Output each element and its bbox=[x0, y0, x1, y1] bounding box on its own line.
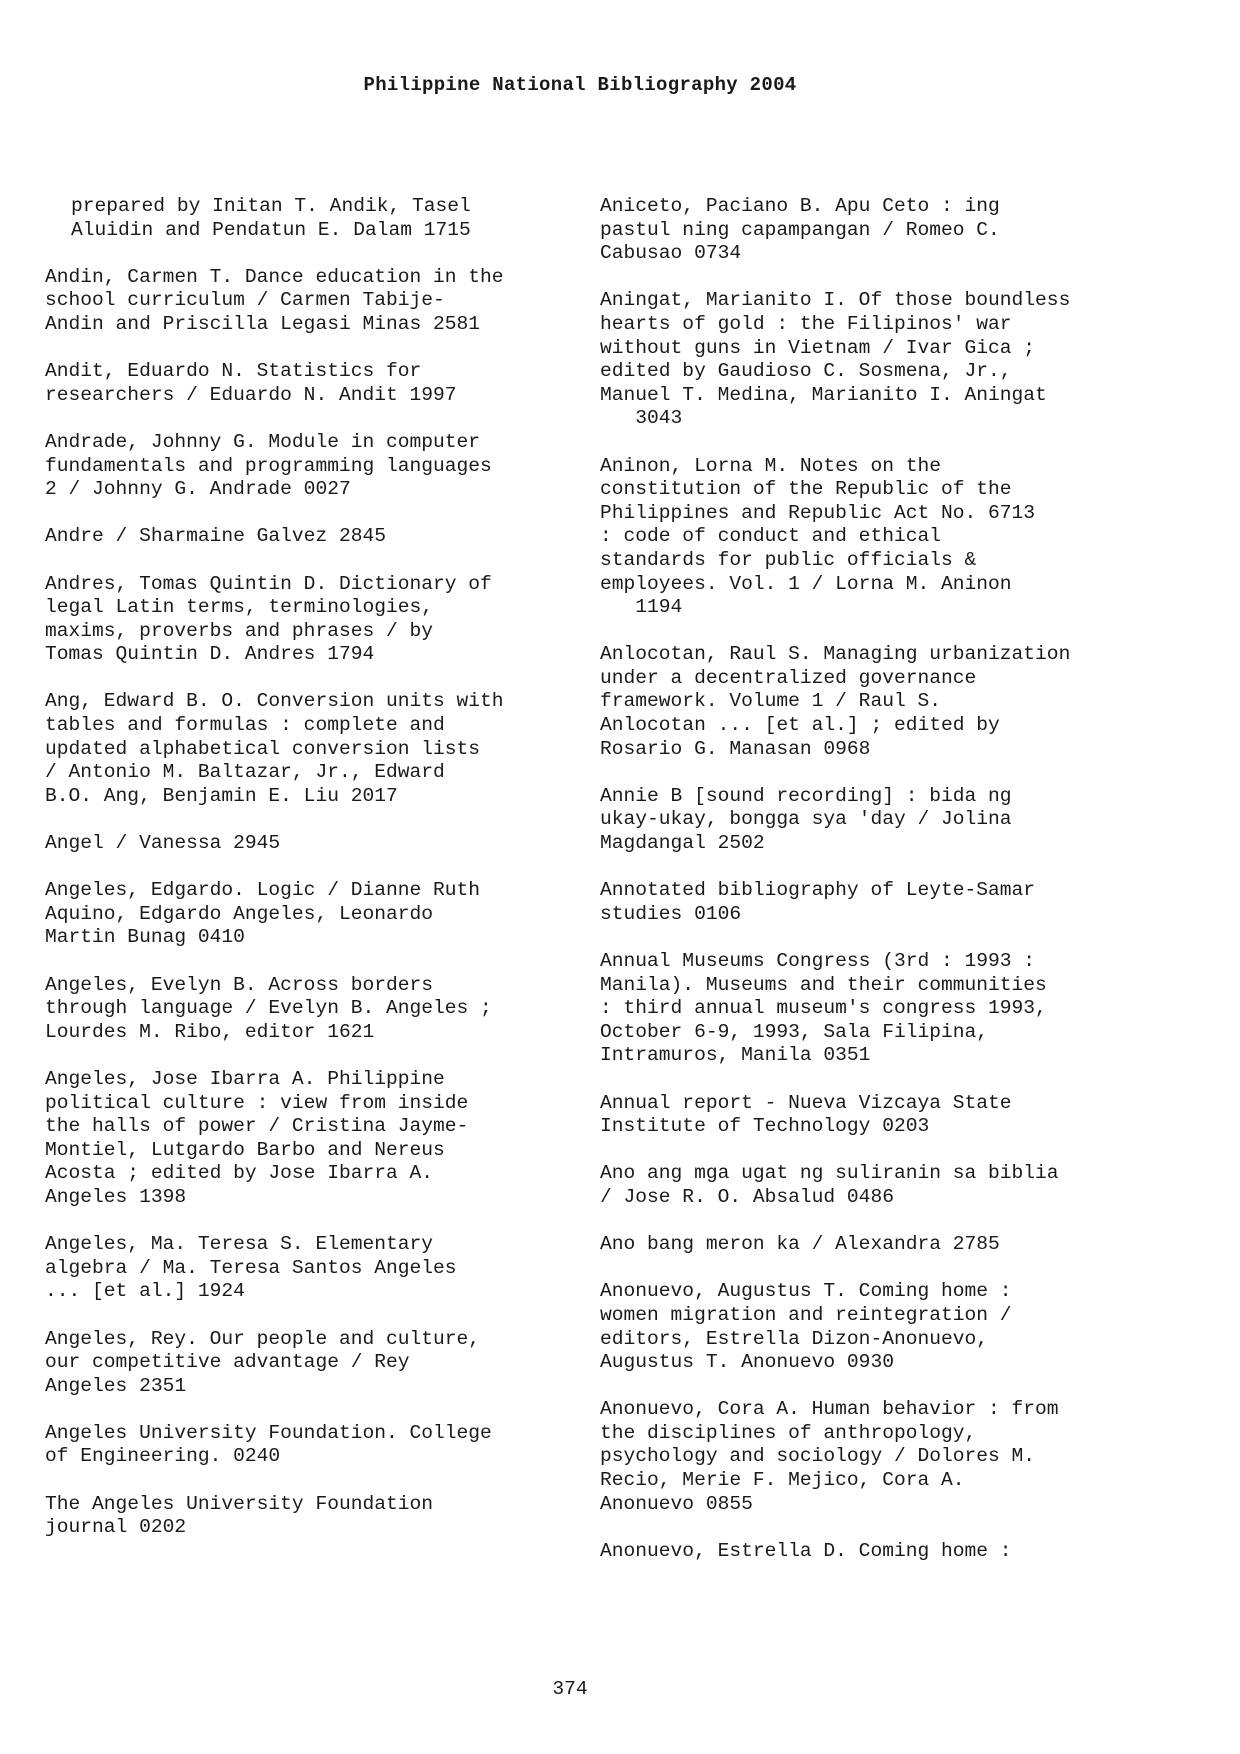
entry-line: political culture : view from inside bbox=[45, 1091, 469, 1114]
entry-line: 3043 bbox=[600, 407, 683, 430]
entry-line: Aluidin and Pendatun E. Dalam 1715 bbox=[71, 218, 471, 241]
bibliography-entry bbox=[45, 573, 605, 667]
entry-line: Annual Museums Congress (3rd : 1993 : bbox=[600, 950, 1036, 972]
entry-line: women migration and reintegration / bbox=[600, 1303, 1012, 1326]
entry-line: Angeles University Foundation. College bbox=[45, 1421, 492, 1444]
left-column bbox=[45, 195, 605, 1563]
bibliography-entry bbox=[600, 1280, 1160, 1374]
entry-line: editors, Estrella Dizon-Anonuevo, bbox=[600, 1327, 989, 1350]
bibliography-entry bbox=[45, 1328, 605, 1399]
entry-line: fundamentals and programming languages bbox=[45, 454, 492, 477]
entry-line: pastul ning capampangan / Romeo C. bbox=[600, 218, 1000, 241]
bibliography-entry bbox=[45, 690, 605, 808]
entry-line: the disciplines of anthropology, bbox=[600, 1421, 977, 1444]
entry-line: B.O. Ang, Benjamin E. Liu 2017 bbox=[45, 784, 398, 807]
entry-line: through language / Evelyn B. Angeles ; bbox=[45, 997, 492, 1020]
entry-line: Angel / Vanessa 2945 bbox=[45, 832, 281, 855]
entry-line: Anlocotan ... [et al.] ; edited by bbox=[600, 714, 1000, 737]
entry-line: employees. Vol. 1 / Lorna M. Aninon bbox=[600, 572, 1012, 595]
entry-line: under a decentralized governance bbox=[600, 666, 977, 689]
bibliography-entry bbox=[45, 266, 605, 337]
entry-line: legal Latin terms, terminologies, bbox=[45, 596, 434, 619]
entry-line: Annual report - Nueva Vizcaya State bbox=[600, 1091, 1012, 1114]
entry-line: Angeles, Edgardo. Logic / Dianne Ruth bbox=[45, 879, 481, 902]
entry-line: framework. Volume 1 / Raul S. bbox=[600, 690, 941, 713]
entry-line: Magdangal 2502 bbox=[600, 832, 765, 855]
entry-line: updated alphabetical conversion lists bbox=[45, 737, 481, 760]
bibliography-entry bbox=[600, 879, 1160, 926]
entry-line: Rosario G. Manasan 0968 bbox=[600, 737, 871, 760]
bibliography-entry bbox=[45, 431, 605, 502]
entry-line: The Angeles University Foundation bbox=[45, 1492, 434, 1515]
entry-line: Andin, Carmen T. Dance education in the bbox=[45, 265, 504, 288]
entry-line: / Antonio M. Baltazar, Jr., Edward bbox=[45, 761, 445, 784]
entry-line: Ano ang mga ugat ng suliranin sa biblia bbox=[600, 1162, 1059, 1185]
entry-line: Institute of Technology 0203 bbox=[600, 1115, 930, 1138]
entry-line: Angeles, Rey. Our people and culture, bbox=[45, 1327, 481, 1350]
bibliography-entry bbox=[45, 832, 605, 856]
entry-line: Intramuros, Manila 0351 bbox=[600, 1044, 871, 1067]
entry-line: Andin and Priscilla Legasi Minas 2581 bbox=[45, 312, 481, 335]
entry-line: journal 0202 bbox=[45, 1516, 187, 1539]
entry-line: Angeles 2351 bbox=[45, 1374, 187, 1397]
bibliography-entry bbox=[45, 1233, 605, 1304]
entry-line: maxims, proverbs and phrases / by bbox=[45, 619, 434, 642]
entry-line: standards for public officials & bbox=[600, 548, 977, 571]
entry-line: Anonuevo, Estrella D. Coming home : bbox=[600, 1539, 1012, 1562]
entry-line: Angeles, Evelyn B. Across borders bbox=[45, 973, 434, 996]
entry-line: without guns in Vietnam / Ivar Gica ; bbox=[600, 336, 1036, 359]
bibliography-entry bbox=[45, 879, 605, 950]
entry-line: 2 / Johnny G. Andrade 0027 bbox=[45, 478, 351, 501]
page-title: Philippine National Bibliography 2004 bbox=[363, 74, 797, 96]
entry-line: Aniceto, Paciano B. Apu Ceto : ing bbox=[600, 195, 1000, 217]
right-column bbox=[600, 195, 1160, 1587]
bibliography-entry bbox=[600, 1092, 1160, 1139]
bibliography-entry bbox=[600, 643, 1160, 761]
entry-line: Tomas Quintin D. Andres 1794 bbox=[45, 643, 375, 666]
bibliography-entry bbox=[600, 1398, 1160, 1516]
entry-line: Andre / Sharmaine Galvez 2845 bbox=[45, 525, 386, 548]
entry-line: Anlocotan, Raul S. Managing urbanization bbox=[600, 643, 1071, 666]
entry-line: Angeles 1398 bbox=[45, 1185, 187, 1208]
entry-line: Manuel T. Medina, Marianito I. Aningat bbox=[600, 383, 1047, 406]
entry-line: Montiel, Lutgardo Barbo and Nereus bbox=[45, 1138, 445, 1161]
bibliography-entry bbox=[600, 1540, 1160, 1564]
entry-line: Anonuevo, Cora A. Human behavior : from bbox=[600, 1398, 1059, 1421]
entry-line: psychology and sociology / Dolores M. bbox=[600, 1445, 1036, 1468]
entry-line: : code of conduct and ethical bbox=[600, 525, 941, 548]
entry-line: school curriculum / Carmen Tabije- bbox=[45, 289, 445, 312]
entry-line: ... [et al.] 1924 bbox=[45, 1280, 245, 1303]
entry-line: studies 0106 bbox=[600, 902, 742, 925]
entry-line: constitution of the Republic of the bbox=[600, 478, 1012, 501]
entry-line: Angeles, Ma. Teresa S. Elementary bbox=[45, 1233, 434, 1256]
entry-line: researchers / Eduardo N. Andit 1997 bbox=[45, 383, 457, 406]
entry-line: Anonuevo, Augustus T. Coming home : bbox=[600, 1280, 1012, 1303]
entry-line: Ang, Edward B. O. Conversion units with bbox=[45, 690, 504, 713]
bibliography-entry bbox=[600, 785, 1160, 856]
bibliography-entry bbox=[600, 289, 1160, 431]
bibliography-entry bbox=[45, 1422, 605, 1469]
entry-line: Annie B [sound recording] : bida ng bbox=[600, 784, 1012, 807]
bibliography-entry bbox=[600, 455, 1160, 620]
entry-line: Andres, Tomas Quintin D. Dictionary of bbox=[45, 572, 492, 595]
entry-line: ukay-ukay, bongga sya 'day / Jolina bbox=[600, 808, 1012, 831]
entry-line: 1194 bbox=[600, 596, 683, 619]
entry-line: the halls of power / Cristina Jayme- bbox=[45, 1115, 469, 1138]
entry-line: / Jose R. O. Absalud 0486 bbox=[600, 1185, 894, 1208]
page-number: 374 bbox=[552, 1678, 588, 1700]
bibliography-entry bbox=[45, 360, 605, 407]
entry-line: Lourdes M. Ribo, editor 1621 bbox=[45, 1020, 375, 1043]
entry-line: Annotated bibliography of Leyte-Samar bbox=[600, 879, 1036, 902]
entry-line: Manila). Museums and their communities bbox=[600, 973, 1047, 996]
entry-line: Andrade, Johnny G. Module in computer bbox=[45, 430, 481, 453]
entry-line: Anonuevo 0855 bbox=[600, 1492, 753, 1515]
entry-line: Aninon, Lorna M. Notes on the bbox=[600, 454, 941, 477]
entry-line: Acosta ; edited by Jose Ibarra A. bbox=[45, 1162, 434, 1185]
entry-line: Andit, Eduardo N. Statistics for bbox=[45, 360, 422, 383]
entry-line: Philippines and Republic Act No. 6713 bbox=[600, 501, 1036, 524]
bibliography-entry bbox=[600, 1233, 1160, 1257]
entry-line: Aquino, Edgardo Angeles, Leonardo bbox=[45, 902, 434, 925]
entry-line: edited by Gaudioso C. Sosmena, Jr., bbox=[600, 360, 1012, 383]
bibliography-entry bbox=[600, 950, 1160, 1068]
entry-line: hearts of gold : the Filipinos' war bbox=[600, 312, 1012, 335]
entry-line: Recio, Merie F. Mejico, Cora A. bbox=[600, 1469, 965, 1492]
entry-line: : third annual museum's congress 1993, bbox=[600, 997, 1047, 1020]
entry-line: prepared by Initan T. Andik, Tasel bbox=[71, 195, 471, 217]
entry-line: October 6-9, 1993, Sala Filipina, bbox=[600, 1020, 989, 1043]
entry-line: Angeles, Jose Ibarra A. Philippine bbox=[45, 1067, 445, 1090]
bibliography-entry bbox=[45, 1493, 605, 1540]
entry-line: tables and formulas : complete and bbox=[45, 714, 445, 737]
entry-line: our competitive advantage / Rey bbox=[45, 1351, 410, 1374]
bibliography-entry bbox=[45, 974, 605, 1045]
bibliography-entry bbox=[45, 525, 605, 549]
entry-line: algebra / Ma. Teresa Santos Angeles bbox=[45, 1256, 457, 1279]
bibliography-entry bbox=[600, 195, 1160, 266]
entry-line: Aningat, Marianito I. Of those boundless bbox=[600, 289, 1071, 312]
bibliography-entry bbox=[600, 1162, 1160, 1209]
entry-line: Martin Bunag 0410 bbox=[45, 926, 245, 949]
entry-line: Cabusao 0734 bbox=[600, 242, 742, 265]
entry-line: of Engineering. 0240 bbox=[45, 1445, 281, 1468]
bibliography-entry bbox=[45, 195, 605, 242]
entry-line: Augustus T. Anonuevo 0930 bbox=[600, 1351, 894, 1374]
bibliography-entry bbox=[45, 1068, 605, 1210]
entry-line: Ano bang meron ka / Alexandra 2785 bbox=[600, 1233, 1000, 1256]
